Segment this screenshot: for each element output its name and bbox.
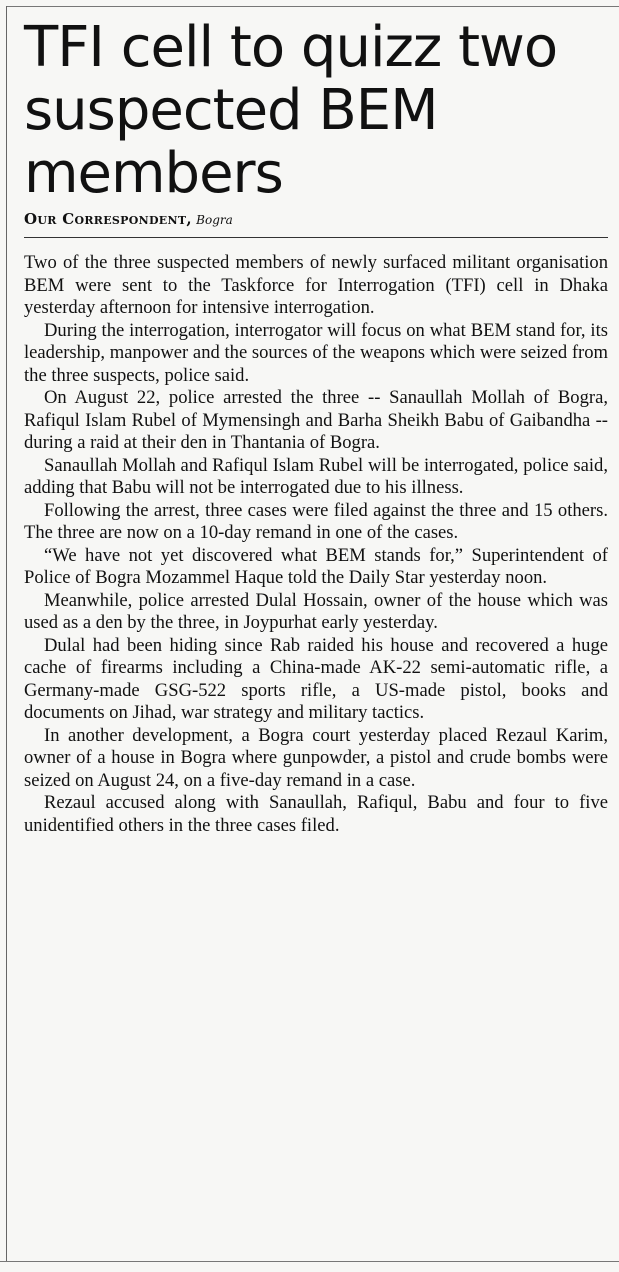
article-body [24, 252, 608, 837]
column-rule [6, 6, 7, 1262]
paragraph: During the interrogation, interrogator will focus on what BEM stand for, its leadership, manpower and the sources of the weapons which were seized from the three suspects, police said. [24, 319, 608, 386]
paragraph: In another development, a Bogra court yesterday placed Rezaul Karim, owner of a house in Bogra where gunpowder, a pistol and crude bombs were seized on August 24, on a five-day remand in a case. [24, 724, 608, 791]
paragraph: Meanwhile, police arrested Dulal Hossain, owner of the house which was used as a den by the three, in Joypurhat early yesterday. [24, 589, 608, 633]
paragraph: Dulal had been hiding since Rab raided his house and recovered a huge cache of firearms including a China-made AK-22 semi-automatic rifle, a Germany-made GSG-522 sports rifle, a US-made pistol, books and documents on Jihad, war strategy and military tactics. [24, 634, 608, 723]
paragraph: Sanaullah Mollah and Rafiqul Islam Rubel will be interrogated, police said, adding that Babu will not be interrogated due to his illness. [24, 454, 608, 498]
bottom-rule [0, 1261, 619, 1262]
byline-divider [24, 237, 608, 238]
paragraph: On August 22, police arrested the three -- Sanaullah Mollah of Bogra, Rafiqul Islam Rubel of Mymensingh and Barha Sheikh Babu of Gaibandha -- during a raid at their den in Thantania of Bogra. [24, 387, 608, 453]
byline [24, 211, 608, 228]
paragraph: Two of the three suspected members of newly surfaced militant organisation BEM were sent to the Taskforce for Interrogation (TFI) cell in Dhaka yesterday afternoon for intensive interrogation. [24, 252, 608, 318]
paragraph: “We have not yet discovered what BEM stands for,” Superintendent of Police of Bogra Mozammel Haque told the Daily Star yesterday noon. [24, 544, 608, 588]
top-rule [6, 6, 619, 7]
news-article [24, 16, 608, 837]
byline-correspondent: Our Correspondent, [24, 210, 192, 228]
headline: TFI cell to quizz two suspected BEM members [24, 15, 558, 206]
byline-location: Bogra [196, 213, 233, 227]
paragraph: Following the arrest, three cases were filed against the three and 15 others. The three are now on a 10-day remand in one of the cases. [24, 499, 608, 543]
paragraph: Rezaul accused along with Sanaullah, Rafiqul, Babu and four to five unidentified others in the three cases filed. [24, 792, 608, 836]
